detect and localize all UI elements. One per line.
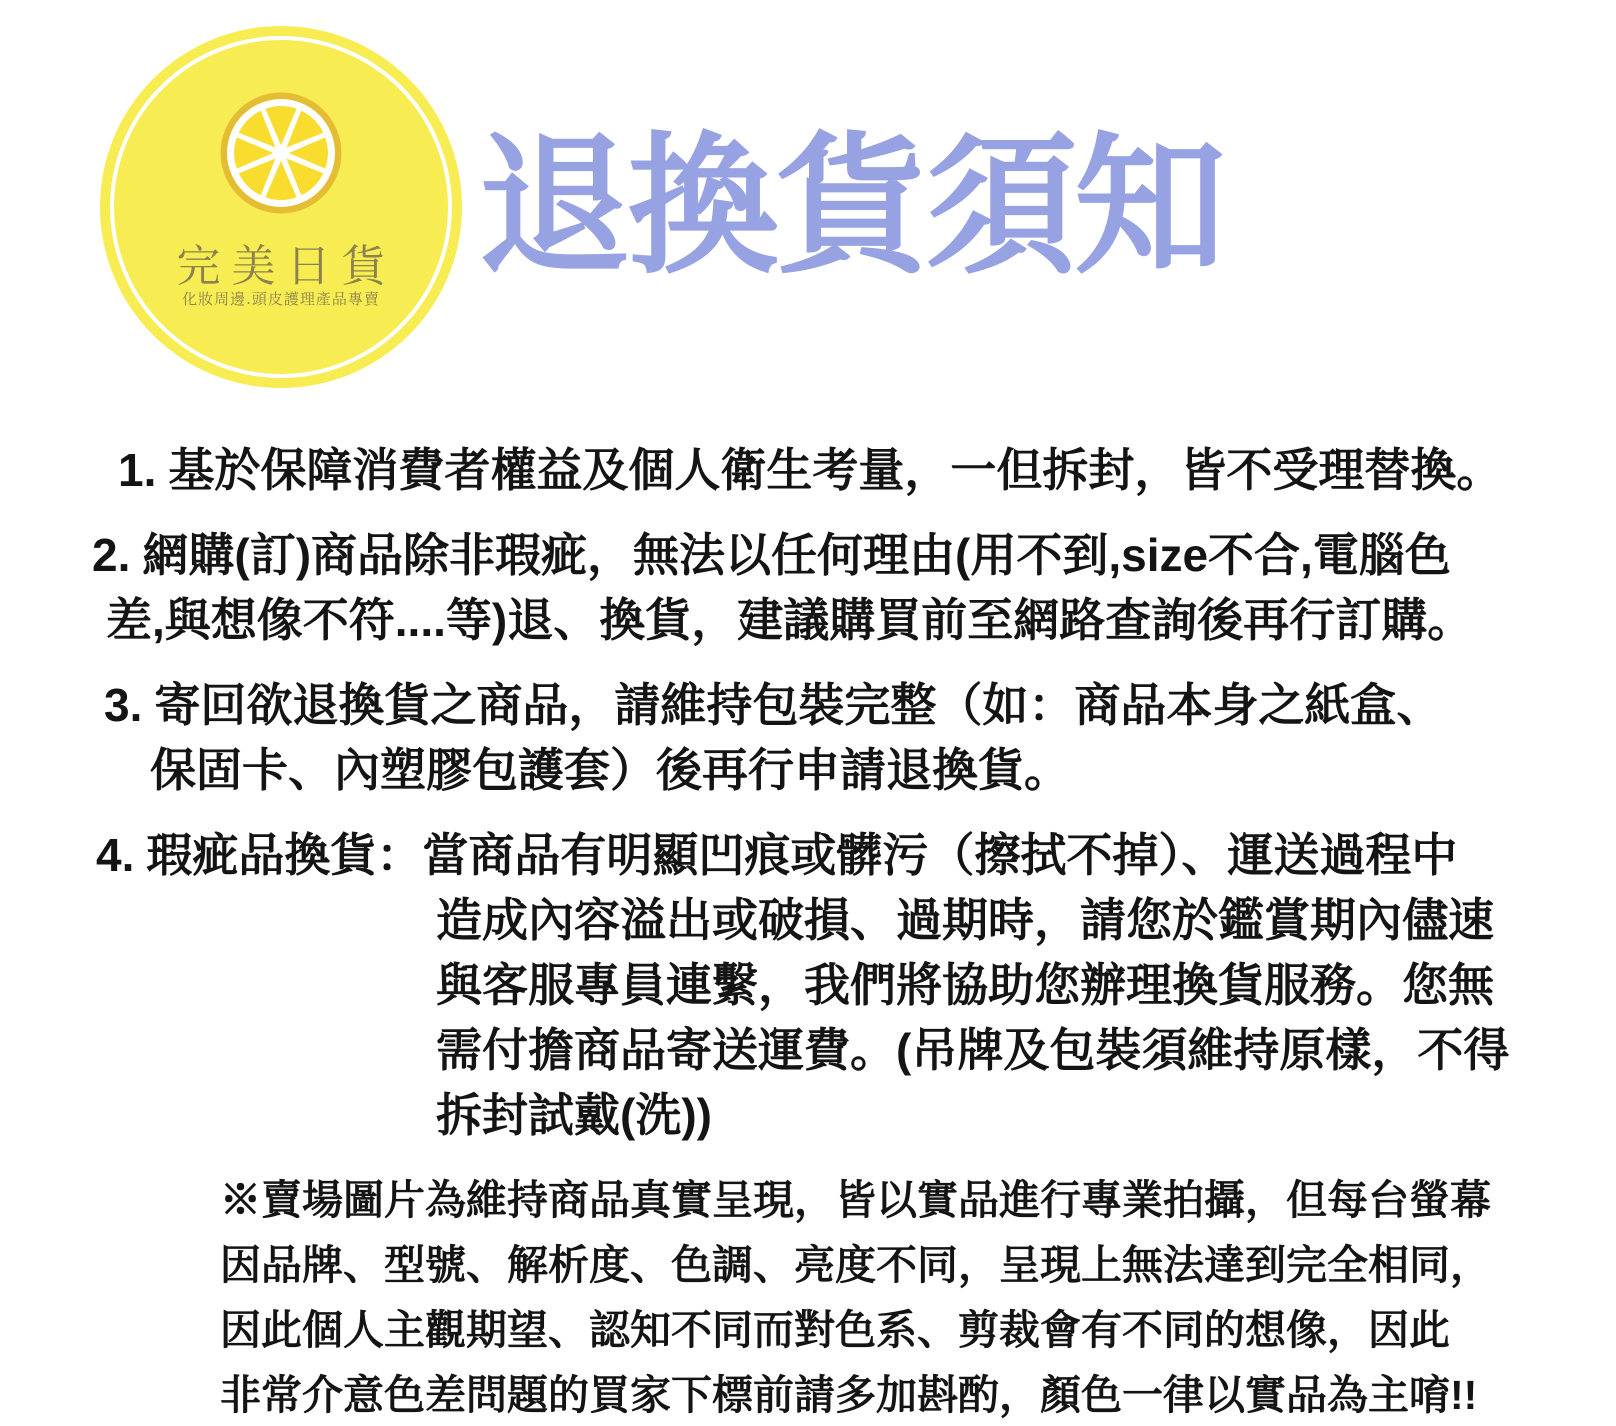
item-text-line	[96, 823, 1562, 888]
item-text-line	[118, 438, 1562, 503]
footnote	[220, 1168, 1562, 1426]
notice-item-1	[92, 438, 1562, 503]
item-text-line	[104, 673, 1562, 738]
store-logo	[100, 26, 462, 388]
item-text: 網購(訂)商品除非瑕疵，無法以任何理由(用不到,size不合,電腦色	[142, 529, 1451, 581]
item-text-line: 差,與想像不符....等)退、換貨，建議購買前至網路查詢後再行訂購。	[106, 594, 1474, 646]
item-text-line: 需付擔商品寄送運費。(吊牌及包裝須維持原樣，不得	[436, 1024, 1510, 1076]
page-title: 退換貨須知	[478, 122, 1223, 292]
lemon-slice-icon	[216, 88, 346, 218]
notice-item-3	[92, 673, 1562, 803]
notice-item-4	[92, 823, 1562, 1148]
footnote-line: 非常介意色差問題的買家下標前請多加斟酌，顏色一律以實品為主唷!!	[220, 1372, 1478, 1418]
item-text: 當商品有明顯凹痕或髒污（擦拭不掉）、運送過程中	[422, 829, 1458, 881]
item-number: 4.	[96, 829, 135, 881]
item-text: 寄回欲退換貨之商品，請維持包裝完整（如：商品本身之紙盒、	[154, 679, 1443, 731]
item-text-line: 拆封試戴(洗))	[436, 1089, 712, 1141]
item-text: 基於保障消費者權益及個人衛生考量，一但拆封，皆不受理替換。	[168, 444, 1503, 496]
item-number: 3.	[104, 679, 143, 731]
item-number: 1.	[118, 444, 157, 496]
footnote-line: ※賣場圖片為維持商品真實呈現，皆以實品進行專業拍攝，但每台螢幕	[220, 1177, 1491, 1223]
item-text-line: 保固卡、內塑膠包護套）後再行申請退換貨。	[150, 744, 1070, 796]
footnote-line: 因此個人主觀期望、認知不同而對色系、剪裁會有不同的想像，因此	[220, 1307, 1450, 1353]
footnote-line: 因品牌、型號、解析度、色調、亮度不同，呈現上無法達到完全相同，	[220, 1242, 1491, 1288]
item-text-line: 造成內容溢出或破損、過期時，請您於鑑賞期內儘速	[436, 894, 1494, 946]
item-text-line: 與客服專員連繫，我們將協助您辦理換貨服務。您無	[436, 959, 1494, 1011]
item-text-line	[92, 523, 1562, 588]
notice-list	[92, 438, 1562, 1426]
item-number: 2.	[92, 529, 131, 581]
logo-tagline: 化妝周邊.頭皮護理產品專賣	[182, 290, 380, 308]
item-label: 瑕疵品換貨：	[146, 829, 423, 881]
notice-item-2	[92, 523, 1562, 653]
logo-store-name: 完美日貨	[176, 241, 397, 292]
